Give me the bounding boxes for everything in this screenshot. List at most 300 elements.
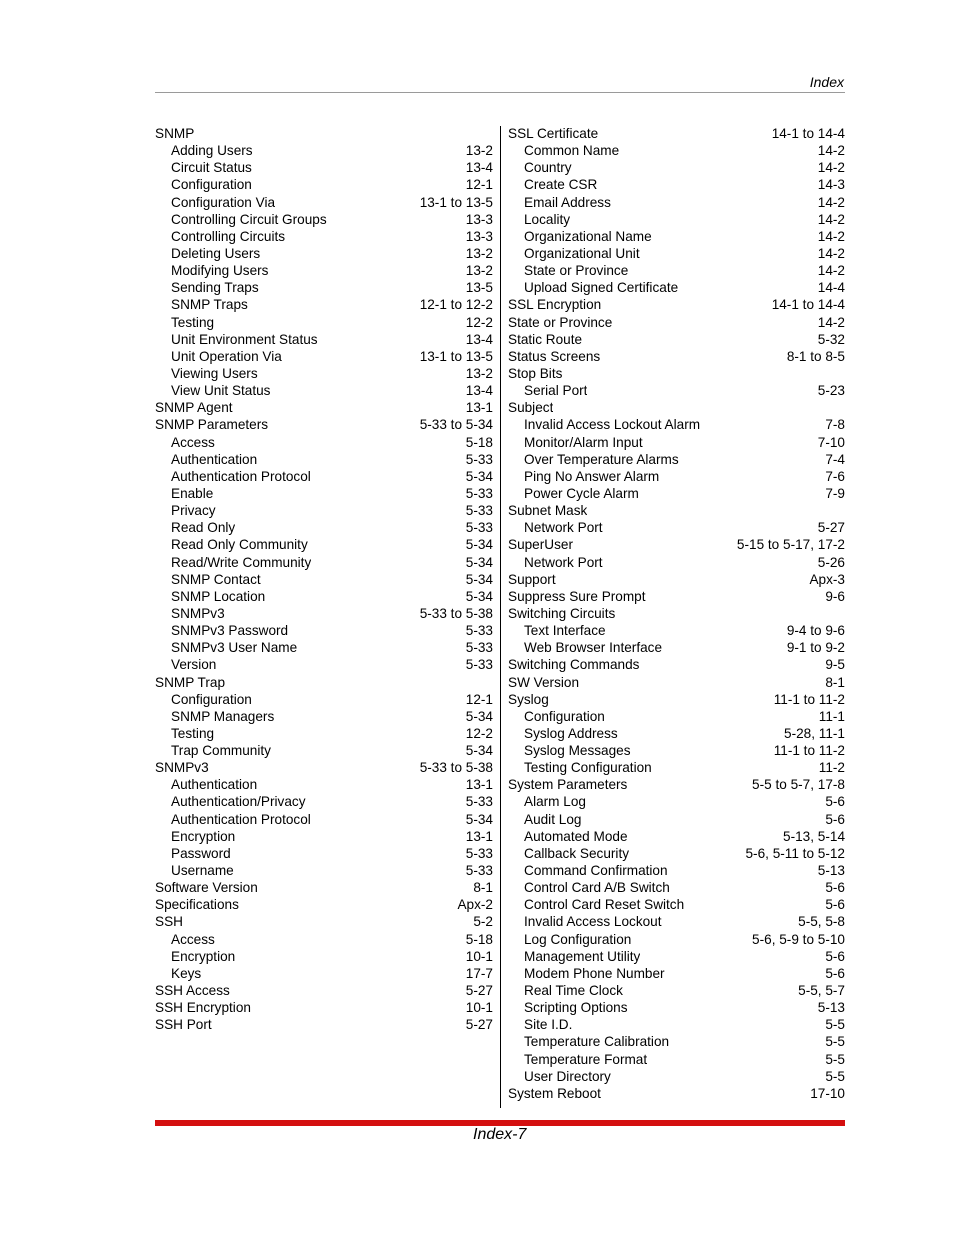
index-term: Suppress Sure Prompt [508, 588, 646, 604]
index-term: Switching Commands [508, 657, 640, 673]
index-page-ref: 13-3 [465, 211, 493, 227]
index-term: SW Version [508, 674, 580, 690]
index-subentry [155, 485, 493, 502]
index-page-ref: 5-13, 5-14 [783, 828, 845, 844]
index-subentry [155, 793, 493, 810]
index-page-ref: 8-1 to 8-5 [786, 348, 845, 364]
index-term: Encryption [171, 948, 236, 964]
index-subentry [155, 502, 493, 519]
index-page-ref: 5-6 [825, 794, 845, 810]
index-term: System Reboot [508, 1085, 601, 1101]
index-page-ref: 14-2 [817, 314, 845, 330]
index-page-ref [487, 125, 493, 142]
index-term: Read Only [171, 520, 236, 536]
index-page-ref: 5-33 [465, 657, 493, 673]
index-entry [508, 571, 845, 588]
index-subentry [155, 622, 493, 639]
index-term: User Directory [524, 1068, 611, 1084]
index-term: SNMPv3 Password [171, 623, 289, 639]
index-entry [508, 1085, 845, 1102]
index-subentry [155, 588, 493, 605]
index-term: Configuration [171, 177, 252, 193]
index-subentry [508, 176, 845, 193]
index-page-ref: 11-2 [818, 760, 845, 776]
index-page-ref [839, 502, 845, 519]
index-entry [155, 674, 493, 691]
index-term: Scripting Options [524, 1000, 628, 1016]
index-term: Modifying Users [171, 263, 269, 279]
index-page-ref: 13-1 to 13-5 [419, 194, 493, 210]
index-term: View Unit Status [171, 383, 271, 399]
index-term: Circuit Status [171, 160, 252, 176]
index-page-ref: 14-2 [817, 245, 845, 261]
index-page-ref: 5-33 [465, 863, 493, 879]
index-page-ref: 13-2 [465, 263, 493, 279]
index-term: Temperature Calibration [524, 1034, 670, 1050]
index-term: Invalid Access Lockout Alarm [524, 417, 701, 433]
index-subentry [508, 913, 845, 930]
index-entry [155, 416, 493, 433]
index-term: Control Card Reset Switch [524, 897, 685, 913]
index-page-ref: 5-6 [825, 965, 845, 981]
index-entry [155, 999, 493, 1016]
index-page-ref: 5-34 [465, 468, 493, 484]
index-page-ref: 12-2 [465, 314, 493, 330]
index-subentry [155, 931, 493, 948]
index-page-ref: 5-27 [465, 1017, 493, 1033]
index-subentry [155, 725, 493, 742]
index-term: Controlling Circuit Groups [171, 211, 327, 227]
index-term: Country [524, 160, 572, 176]
index-entry [508, 776, 845, 793]
index-term: Privacy [171, 503, 216, 519]
index-subentry [155, 554, 493, 571]
index-term: Configuration [524, 708, 605, 724]
index-page-ref: 14-2 [817, 263, 845, 279]
index-subentry [508, 622, 845, 639]
index-entry [508, 365, 845, 382]
index-page-ref: 5-18 [465, 434, 493, 450]
index-term: Modem Phone Number [524, 965, 665, 981]
index-subentry [508, 811, 845, 828]
index-page-ref: 14-2 [817, 160, 845, 176]
page-number: Index-7 [473, 1126, 527, 1143]
index-term: Subject [508, 400, 554, 416]
index-subentry [155, 571, 493, 588]
index-page-ref: 12-2 [465, 725, 493, 741]
index-term: State or Province [524, 263, 629, 279]
index-page-ref: 5-34 [465, 811, 493, 827]
index-page-ref: 13-5 [465, 280, 493, 296]
index-term: SNMP Traps [171, 297, 248, 313]
index-term: SNMP Trap [155, 674, 226, 690]
index-term: Alarm Log [524, 794, 586, 810]
index-page-ref: 13-4 [465, 160, 493, 176]
index-entry [508, 605, 845, 622]
index-term: Specifications [155, 897, 239, 913]
index-page-ref: 12-1 [465, 691, 493, 707]
index-subentry [508, 211, 845, 228]
index-page-ref: 9-5 [825, 657, 845, 673]
index-subentry [508, 759, 845, 776]
index-page-ref: 7-8 [825, 417, 845, 433]
index-page-ref [839, 365, 845, 382]
index-page-ref: 9-6 [825, 588, 845, 604]
index-column-left [155, 125, 493, 1033]
index-term: Support [508, 571, 556, 587]
index-term: Audit Log [524, 811, 582, 827]
index-term: Serial Port [524, 383, 588, 399]
index-page-ref: 13-4 [465, 331, 493, 347]
index-page-ref: 5-5, 5-8 [798, 914, 845, 930]
index-entry [508, 674, 845, 691]
index-entry [155, 399, 493, 416]
index-page-ref: 14-2 [817, 194, 845, 210]
index-page-ref: 5-23 [817, 383, 845, 399]
index-subentry [155, 296, 493, 313]
index-term: Automated Mode [524, 828, 628, 844]
index-entry [508, 399, 845, 416]
index-term: Testing [171, 314, 215, 330]
column-divider [500, 126, 501, 1108]
index-page-ref: 5-32 [817, 331, 845, 347]
index-page-ref: 5-2 [473, 914, 493, 930]
index-page-ref: 5-34 [465, 537, 493, 553]
index-page-ref: 13-1 [465, 828, 493, 844]
index-page-ref: 5-33 [465, 794, 493, 810]
index-subentry [508, 999, 845, 1016]
index-term: Password [171, 845, 231, 861]
index-page-ref: 7-4 [825, 451, 845, 467]
index-page-ref: 5-5 [825, 1017, 845, 1033]
index-term: Command Confirmation [524, 863, 668, 879]
index-entry [155, 759, 493, 776]
index-term: Username [171, 863, 234, 879]
index-page-ref: 7-9 [825, 485, 845, 501]
index-page-ref: 5-6 [825, 880, 845, 896]
index-page-ref: 5-33 [465, 640, 493, 656]
index-subentry [508, 896, 845, 913]
index-page-ref: 7-6 [825, 468, 845, 484]
index-term: State or Province [508, 314, 613, 330]
index-subentry [508, 742, 845, 759]
index-subentry [155, 845, 493, 862]
index-term: Web Browser Interface [524, 640, 663, 656]
index-page-ref: 13-4 [465, 383, 493, 399]
index-term: SNMP Managers [171, 708, 275, 724]
index-subentry [508, 708, 845, 725]
index-term: Control Card A/B Switch [524, 880, 670, 896]
index-page-ref: 5-13 [817, 1000, 845, 1016]
index-page-ref: 5-33 to 5-38 [419, 760, 493, 776]
index-page-ref: 5-6, 5-11 to 5-12 [745, 845, 845, 861]
index-term: Software Version [155, 880, 258, 896]
index-term: Switching Circuits [508, 605, 616, 621]
index-term: Read Only Community [171, 537, 308, 553]
index-page-ref: 5-5 [825, 1068, 845, 1084]
index-entry [508, 502, 845, 519]
index-subentry [508, 194, 845, 211]
index-page-ref: 5-33 to 5-34 [419, 417, 493, 433]
index-subentry [155, 314, 493, 331]
index-term: SSH Encryption [155, 1000, 251, 1016]
index-subentry [508, 1016, 845, 1033]
index-page-ref: 14-3 [817, 177, 845, 193]
index-entry [155, 896, 493, 913]
index-term: Organizational Name [524, 228, 652, 244]
index-term: Access [171, 931, 215, 947]
index-column-right [508, 125, 845, 1102]
index-subentry [508, 262, 845, 279]
index-entry [155, 125, 493, 142]
index-page-ref: 13-1 to 13-5 [419, 348, 493, 364]
index-page-ref: 13-3 [465, 228, 493, 244]
index-page-ref: 5-34 [465, 743, 493, 759]
index-subentry [155, 811, 493, 828]
index-subentry [508, 434, 845, 451]
index-subentry [508, 982, 845, 999]
index-page-ref: 5-33 [465, 623, 493, 639]
index-term: Configuration [171, 691, 252, 707]
index-term: Create CSR [524, 177, 598, 193]
index-subentry [508, 245, 845, 262]
index-subentry [508, 845, 845, 862]
index-subentry [508, 228, 845, 245]
index-page-ref: 5-6, 5-9 to 5-10 [752, 931, 845, 947]
index-term: SSL Encryption [508, 297, 602, 313]
index-term: Real Time Clock [524, 983, 623, 999]
index-subentry [508, 1051, 845, 1068]
index-page-ref: 7-10 [817, 434, 845, 450]
index-page-ref: 5-33 [465, 503, 493, 519]
index-term: Site I.D. [524, 1017, 573, 1033]
index-page-ref [487, 674, 493, 691]
index-subentry [508, 159, 845, 176]
index-term: Status Screens [508, 348, 601, 364]
index-page-ref: 14-1 to 14-4 [771, 297, 845, 313]
index-subentry [155, 176, 493, 193]
index-entry [508, 656, 845, 673]
index-page-ref: 5-5 [825, 1051, 845, 1067]
header-rule [155, 92, 845, 93]
index-subentry [155, 331, 493, 348]
index-subentry [155, 639, 493, 656]
index-subentry [508, 931, 845, 948]
index-subentry [155, 262, 493, 279]
index-term: Power Cycle Alarm [524, 485, 639, 501]
index-page-ref: 5-34 [465, 708, 493, 724]
index-term: Temperature Format [524, 1051, 648, 1067]
index-subentry [155, 691, 493, 708]
index-page-ref: 5-27 [817, 520, 845, 536]
index-term: Management Utility [524, 948, 641, 964]
index-subentry [155, 279, 493, 296]
index-term: Network Port [524, 520, 603, 536]
index-term: Authentication [171, 451, 258, 467]
index-term: SNMP Location [171, 588, 266, 604]
index-term: Testing [171, 725, 215, 741]
index-term: SSL Certificate [508, 126, 599, 141]
index-page-ref: 8-1 [473, 880, 493, 896]
index-term: Authentication Protocol [171, 811, 311, 827]
index-subentry [155, 708, 493, 725]
index-term: Sending Traps [171, 280, 259, 296]
index-term: Deleting Users [171, 245, 261, 261]
index-term: Trap Community [171, 743, 271, 759]
index-page-ref: 5-6 [825, 897, 845, 913]
index-page-ref: 14-4 [817, 280, 845, 296]
index-subentry [155, 519, 493, 536]
index-term: Testing Configuration [524, 760, 652, 776]
running-header-title: Index [809, 74, 844, 90]
index-term: SNMP Parameters [155, 417, 269, 433]
index-page-ref: 5-5 to 5-7, 17-8 [752, 777, 845, 793]
index-subentry [508, 1033, 845, 1050]
index-page-ref: 9-1 to 9-2 [786, 640, 845, 656]
index-page-ref: 13-1 [465, 400, 493, 416]
index-subentry [155, 159, 493, 176]
index-subentry [155, 468, 493, 485]
index-page-ref: 12-1 [465, 177, 493, 193]
index-entry [508, 588, 845, 605]
index-subentry [155, 965, 493, 982]
index-subentry [508, 948, 845, 965]
index-term: Common Name [524, 143, 620, 159]
index-term: Enable [171, 485, 214, 501]
index-page-ref: 11-1 [818, 708, 845, 724]
index-entry [508, 296, 845, 313]
index-term: Configuration Via [171, 194, 276, 210]
index-subentry [155, 536, 493, 553]
index-page-ref: 12-1 to 12-2 [419, 297, 493, 313]
index-subentry [508, 879, 845, 896]
index-term: Unit Environment Status [171, 331, 318, 347]
index-term: Syslog [508, 691, 549, 707]
index-page-ref [839, 399, 845, 416]
index-subentry [508, 519, 845, 536]
index-term: Viewing Users [171, 365, 258, 381]
index-page-ref: 5-5, 5-7 [798, 983, 845, 999]
index-subentry [155, 862, 493, 879]
index-page-ref: 8-1 [825, 674, 845, 690]
index-term: SSH Access [155, 983, 230, 999]
index-entry [155, 1016, 493, 1033]
index-entry [155, 982, 493, 999]
index-entry [508, 314, 845, 331]
index-page-ref: 13-1 [465, 777, 493, 793]
index-subentry [508, 862, 845, 879]
index-page-ref: 5-34 [465, 554, 493, 570]
index-term: SSH Port [155, 1017, 212, 1033]
index-entry [508, 331, 845, 348]
index-page-ref: 5-33 [465, 845, 493, 861]
index-subentry [508, 828, 845, 845]
index-subentry [508, 416, 845, 433]
index-term: Version [171, 657, 217, 673]
index-subentry [155, 365, 493, 382]
index-page-ref: 11-1 to 11-2 [773, 743, 845, 759]
index-page-ref: 11-1 to 11-2 [773, 691, 845, 707]
index-subentry [155, 245, 493, 262]
index-term: Authentication [171, 777, 258, 793]
index-page-ref [839, 605, 845, 622]
index-term: Over Temperature Alarms [524, 451, 679, 467]
index-term: SNMPv3 [155, 760, 209, 776]
index-page-ref: 14-2 [817, 143, 845, 159]
index-subentry [508, 485, 845, 502]
index-entry [508, 536, 845, 553]
index-term: Controlling Circuits [171, 228, 286, 244]
index-page-ref: 5-5 [825, 1034, 845, 1050]
index-subentry [508, 451, 845, 468]
index-page-ref: 5-34 [465, 588, 493, 604]
index-page-ref: 14-2 [817, 211, 845, 227]
index-page-ref: 5-33 [465, 485, 493, 501]
index-term: SSH [155, 914, 183, 930]
index-page-ref: 5-33 [465, 520, 493, 536]
index-term: Authentication Protocol [171, 468, 311, 484]
index-term: Invalid Access Lockout [524, 914, 662, 930]
index-subentry [155, 194, 493, 211]
index-term: Keys [171, 965, 202, 981]
index-term: Organizational Unit [524, 245, 640, 261]
index-subentry [508, 142, 845, 159]
index-page-ref: 13-2 [465, 365, 493, 381]
index-page-ref: 17-10 [810, 1085, 845, 1101]
index-subentry [155, 828, 493, 845]
index-term: SNMPv3 User Name [171, 640, 298, 656]
index-term: SuperUser [508, 537, 573, 553]
index-term: System Parameters [508, 777, 628, 793]
index-term: Static Route [508, 331, 583, 347]
index-term: Unit Operation Via [171, 348, 282, 364]
index-subentry [508, 279, 845, 296]
index-page-ref: 5-28, 11-1 [784, 725, 845, 741]
index-term: Network Port [524, 554, 603, 570]
index-page-ref: 5-18 [465, 931, 493, 947]
index-term: Ping No Answer Alarm [524, 468, 660, 484]
index-subentry [508, 725, 845, 742]
index-term: SNMPv3 [171, 605, 225, 621]
index-term: Authentication/Privacy [171, 794, 306, 810]
index-entry [508, 125, 845, 142]
index-term: Subnet Mask [508, 503, 588, 519]
index-page-ref: 5-27 [465, 983, 493, 999]
index-term: SNMP Contact [171, 571, 261, 587]
index-subentry [155, 348, 493, 365]
index-term: Text Interface [524, 623, 606, 639]
index-term: Syslog Address [524, 725, 618, 741]
index-page-ref: 10-1 [465, 1000, 493, 1016]
index-page-ref: 5-34 [465, 571, 493, 587]
index-page-ref: 13-2 [465, 245, 493, 261]
index-page-ref: 17-7 [465, 965, 493, 981]
index-subentry [155, 742, 493, 759]
index-page-ref: 13-2 [465, 143, 493, 159]
index-term: SNMP Agent [155, 400, 233, 416]
index-subentry [155, 605, 493, 622]
index-subentry [508, 554, 845, 571]
index-page-ref: 10-1 [465, 948, 493, 964]
index-entry [155, 913, 493, 930]
index-entry [508, 348, 845, 365]
index-page-ref: 5-26 [817, 554, 845, 570]
index-term: Email Address [524, 194, 611, 210]
index-page-ref: 5-33 to 5-38 [419, 605, 493, 621]
index-term: SNMP [155, 126, 195, 141]
index-page-ref: 5-6 [825, 948, 845, 964]
index-page-ref: 5-33 [465, 451, 493, 467]
